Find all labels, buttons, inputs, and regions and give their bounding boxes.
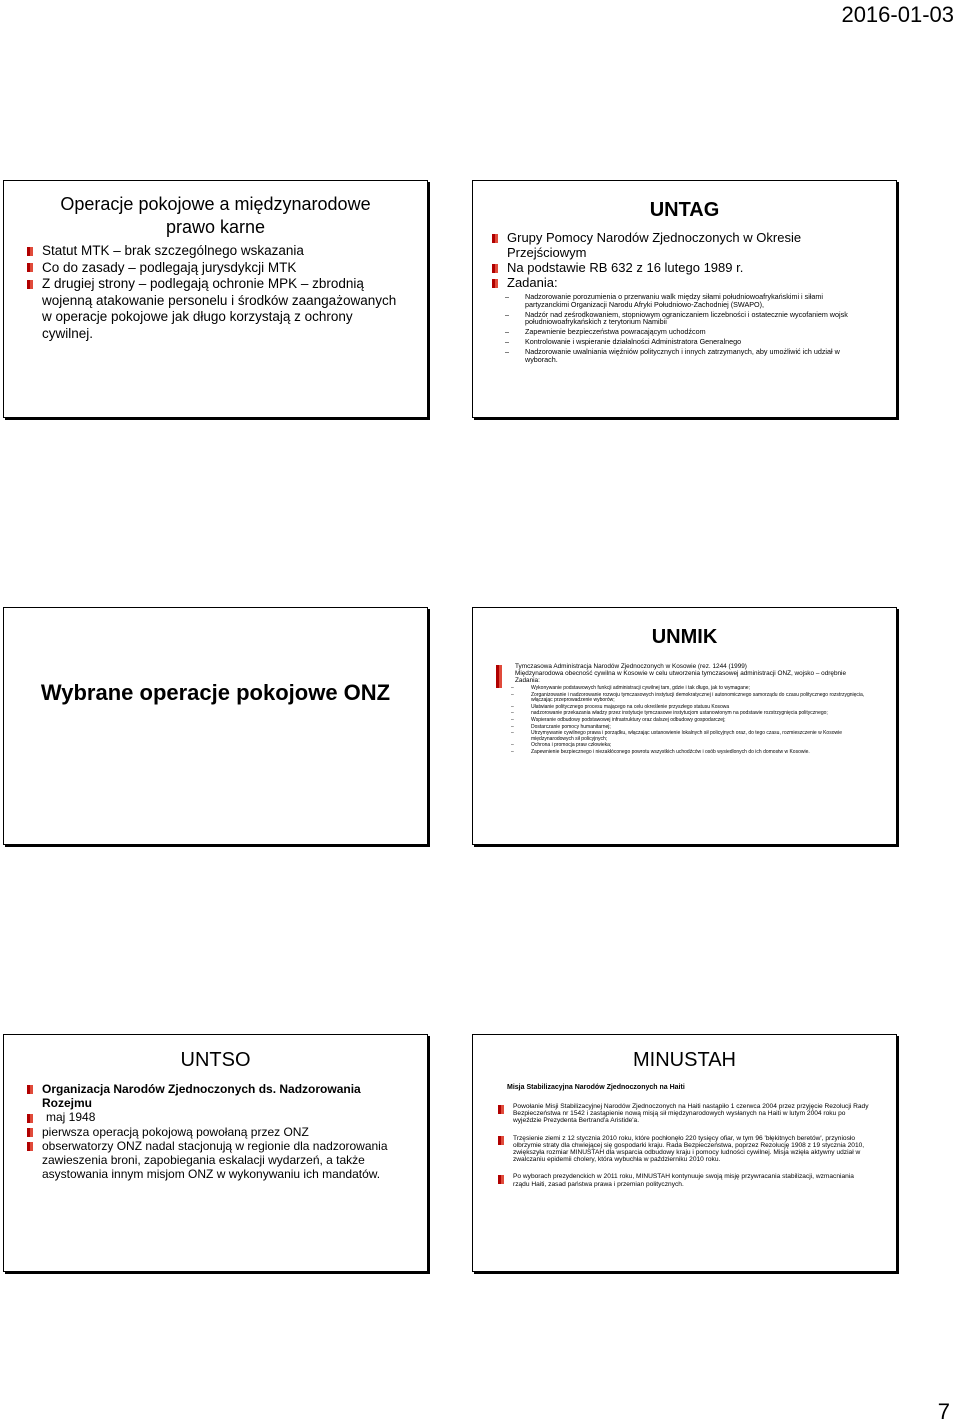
- list-item: Statut MTK – brak szczególnego wskazania: [18, 243, 397, 260]
- list-item: – Zapewnienie bezpieczeństwa powracającym uchodźcom: [501, 328, 866, 336]
- page-number: 7: [937, 1399, 950, 1424]
- list-item: – nadzorowanie przekazania władzy przez instytucje tymczasowe instytucjom ustanowionym na podstawie rozstrzygnięcia politycznego;: [507, 711, 866, 717]
- list-item: – Nadzór nad ześrodkowaniem, stopniowym ograniczaniem liczebności i ostatecznie wycofaniem wojsk południowoafrykańskich z terytorium Namibii: [501, 311, 866, 327]
- slide-untso: [3, 1034, 428, 1272]
- slide-title: Operacje pokojowe a międzynarodowe prawo karne: [60, 194, 371, 237]
- slide-title: MINUSTAH: [633, 1049, 736, 1071]
- list-item: – Nadzorowanie uwalniania więźniów politycznych i innych zatrzymanych, aby umożliwić ich udział w wyborach.: [501, 348, 866, 364]
- list-item: Z drugiej strony – podlegają ochronie MPK – zbrodnią wojenną atakowanie personelu i środków zaangażowanych w operacje pokojowe jak długo korzystają z ochrony cywilnej.: [18, 276, 397, 342]
- list-item: Tymczasowa Administracja Narodów Zjednoczonych w Kosowie (rez. 1244 (1999): [487, 663, 868, 670]
- list-item: – Zorganizowanie i nadzorowanie rozwoju tymczasowych instytucji demokratycznej i autonomicznego samorządu do czasu politycznego rozstrzygnięcia, włączając przeprowadzenie wyborów;: [507, 693, 866, 704]
- list-item: – Kontrolowanie i wspieranie działalności Administratora Generalnego: [501, 338, 866, 346]
- list-item: – Dostarczanie pomocy humanitarnej;: [507, 725, 866, 731]
- list-item: – Ochrona i promocja praw człowieka;: [507, 743, 866, 749]
- list-item: – Wykonywanie podstawowych funkcji administracji cywilnej tam, gdzie i tak długo, jak to wymagane;: [507, 686, 866, 692]
- slide-minustah: [472, 1034, 897, 1272]
- list-item: Po wyborach prezydenckich w 2011 roku, MINUSTAH kontynuuje swoją misję przywracania stabilizacji, wzmacniania rządu Haiti, zasad państwa prawa i przemian politycznych.: [489, 1173, 872, 1187]
- slide-unmik: [472, 607, 897, 845]
- list-item: – Wspieranie odbudowy podstawowej infrastruktury oraz dalszej odbudowy gospodarczej;: [507, 718, 866, 724]
- list-item: pierwsza operacją pokojową powołaną przez ONZ: [18, 1125, 397, 1139]
- slide-subtitle: Misja Stabilizacyjna Narodów Zjednoczonych na Haiti: [507, 1084, 685, 1091]
- list-item: – Nadzorowanie porozumienia o przerwaniu walk między siłami południowoafrykańskimi i siłami partyzanckimi Organizacji Narodu Afryki Południowo-Zachodniej (SWAPO),: [501, 293, 866, 309]
- list-item: Na podstawie RB 632 z 16 lutego 1989 r.: [483, 260, 856, 275]
- slide-title: Wybrane operacje pokojowe ONZ: [40, 680, 391, 705]
- list-item: Grupy Pomocy Narodów Zjednoczonych w Okresie Przejściowym: [483, 230, 856, 260]
- slide-section-title: [3, 607, 428, 845]
- list-item: Międzynarodowa obecność cywilna w Kosowie w celu utworzenia tymczasowej administracji ONZ, wojsko – odrębnie: [487, 670, 868, 677]
- list-item: – Utrzymywanie cywilnego prawa i porządku, włączając ustanowienie lokalnych sił policyjnych oraz, do tego czasu, rozmieszczenie w Kosowie międzynarodowych sił policyjnych;: [507, 731, 866, 742]
- list-item: – Zapewnienie bezpiecznego i niezakłóconego powrotu wszystkich uchodźców i osób wysiedlonych do ich domostw w Kosowie.: [507, 750, 866, 756]
- header-date: 2016-01-03: [841, 2, 954, 27]
- slide-title: UNTAG: [649, 199, 720, 221]
- slide-title: UNMIK: [651, 626, 718, 648]
- list-item: Trzęsienie ziemi z 12 stycznia 2010 roku, które pochłonęło 220 tysięcy ofiar, w tym 96 'błękitnych beretów', przyniosło olbrzymie straty dla chwiejącej się gospodarki kraju. Rada Bezpieczeństwa, poprzez Rezolucję 1908 z 19 stycznia 2010, zwiększyła rozmiar MINUSTAH dla wsparcia odbudowy kraju i pomocy ludności cywilnej. Misja wzięła aktywny udział w zwalczaniu epidemii cholery, która wybuchła w październiku 2010 roku.: [489, 1135, 872, 1164]
- list-item: Zadania:: [487, 677, 868, 684]
- list-item: obserwatorzy ONZ nadal stacjonują w regionie dla nadzorowania zawieszenia broni, zapobiegania eskalacji wydarzeń, a także asystowania innym misjom ONZ w wykonywaniu ich mandatów.: [18, 1139, 397, 1182]
- list-item: – Ułatwianie politycznego procesu mającego na celu określenie przyszłego statusu Kosowa: [507, 705, 866, 711]
- slide-title: UNTSO: [180, 1049, 251, 1071]
- list-item: Powołanie Misji Stabilizacyjnej Narodów Zjednoczonych na Haiti nastąpiło 1 czerwca 2004 przez przyjęcie Rezolucji Rady Bezpieczeństwa nr 1542 i zastąpienie nową misją sił międzynarodowych wysłanych na Haiti w lutym 2004 roku po wyjeździe Prezydenta Bertrand'a Aristide'a.: [489, 1103, 872, 1125]
- list-item: Co do zasady – podlegają jurysdykcji MTK: [18, 260, 397, 277]
- slide-untag: [472, 180, 897, 418]
- slide-mpk: [3, 180, 428, 418]
- list-item: Organizacja Narodów Zjednoczonych ds. Nadzorowania Rozejmu: [18, 1082, 397, 1110]
- list-item: Zadania:: [483, 275, 856, 290]
- list-item: maj 1948: [18, 1110, 397, 1124]
